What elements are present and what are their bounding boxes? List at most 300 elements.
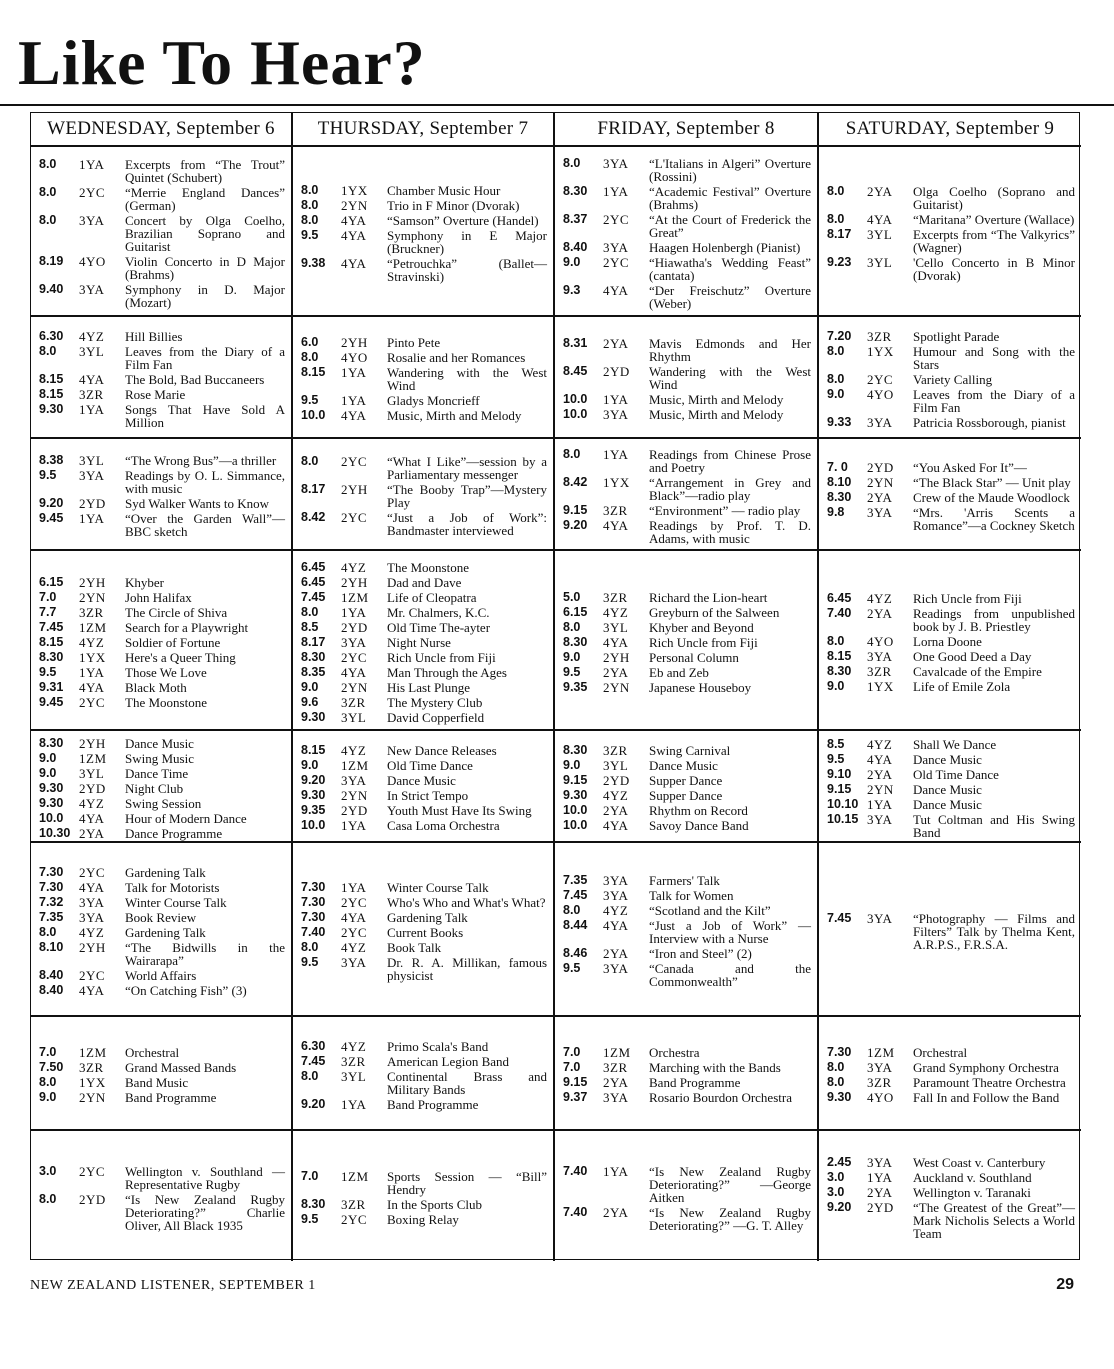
program-entry (563, 962, 811, 988)
station-code: 2YA (603, 1075, 629, 1090)
station-code: 2YC (341, 510, 368, 525)
program-title: “What I Like”—session by a Parliamentary messenger (387, 454, 547, 482)
station-code: 1ZM (79, 619, 107, 635)
broadcast-time: 6.45 (827, 590, 852, 605)
program-title: One Good Deed a Day (913, 648, 1032, 664)
program-title: “Is New Zealand Rugby Deteriorating?” —George Aitken (649, 1163, 811, 1205)
program-entry (39, 812, 285, 825)
program-entry (827, 1186, 1075, 1199)
program-entry (827, 1061, 1075, 1074)
station-code: 4YA (341, 664, 367, 680)
program-entry (563, 1076, 811, 1089)
schedule-cell (31, 551, 293, 731)
program-title: “Arrangement in Grey and Black”—radio play (649, 474, 811, 503)
schedule-cell (293, 1017, 555, 1131)
schedule-cell (555, 551, 819, 731)
program-entry (301, 681, 547, 694)
program-entry (39, 1193, 285, 1232)
broadcast-time: 9.0 (827, 386, 845, 401)
program-entry (301, 394, 547, 407)
broadcast-time: 9.0 (301, 758, 319, 772)
program-entry (827, 753, 1075, 766)
schedule-cell (555, 1017, 819, 1131)
station-code: 2YN (867, 781, 894, 797)
program-entry (301, 1170, 547, 1196)
station-code: 3YL (603, 619, 629, 635)
program-entry (563, 636, 811, 649)
program-entry (39, 767, 285, 780)
broadcast-time: 9.20 (39, 496, 64, 510)
program-entry (827, 388, 1075, 414)
program-entry (301, 941, 547, 954)
program-entry (301, 1098, 547, 1111)
broadcast-time: 9.38 (301, 255, 326, 270)
program-title: “Merrie England Dances” (German) (125, 184, 285, 213)
program-title: Readings by Prof. T. D. Adams, with music (649, 517, 811, 546)
program-title: Dr. R. A. Millikan, famous physicist (387, 954, 547, 983)
program-entry (827, 185, 1075, 211)
station-code: 3YA (867, 504, 893, 520)
program-entry (827, 416, 1075, 429)
top-rule (0, 104, 1114, 106)
station-code: 3ZR (79, 604, 104, 620)
program-title: His Last Plunge (387, 679, 471, 695)
station-code: 4YZ (79, 795, 105, 811)
program-entry (39, 1046, 285, 1059)
broadcast-time: 9.5 (301, 1212, 319, 1226)
schedule-cell (31, 843, 293, 1017)
program-title: Rich Uncle from Fiji (649, 634, 758, 650)
broadcast-time: 7.40 (563, 1163, 588, 1178)
station-code: 3ZR (79, 386, 104, 402)
broadcast-time: 9.5 (39, 664, 57, 679)
broadcast-time: 8.0 (301, 212, 319, 227)
program-entry (39, 696, 285, 709)
station-code: 2YA (603, 664, 629, 680)
broadcast-time: 8.15 (827, 648, 852, 663)
station-code: 2YD (867, 1200, 894, 1215)
program-entry (827, 1076, 1075, 1089)
program-entry (563, 1206, 811, 1232)
broadcast-time: 5.0 (563, 589, 581, 604)
schedule-cell (31, 317, 293, 439)
broadcast-time: 10.0 (301, 408, 326, 422)
broadcast-time: 9.30 (563, 788, 588, 802)
program-entry (563, 591, 811, 604)
station-code: 3YA (79, 468, 105, 483)
program-entry (563, 804, 811, 817)
program-title: Old Time Dance (913, 766, 999, 782)
broadcast-time: 7.0 (39, 589, 57, 604)
program-entry (301, 711, 547, 724)
broadcast-time: 8.0 (39, 212, 57, 227)
station-code: 4YA (79, 679, 105, 695)
broadcast-time: 7.0 (301, 1169, 319, 1183)
broadcast-time: 8.30 (301, 1197, 326, 1211)
program-title: Music, Mirth and Melody (649, 407, 784, 422)
program-title: “You Asked For It”— (913, 459, 1027, 475)
broadcast-time: 8.44 (563, 918, 588, 932)
broadcast-time: 3.0 (827, 1185, 845, 1199)
station-code: 2YC (341, 894, 368, 910)
broadcast-time: 8.0 (827, 183, 845, 198)
broadcast-time: 10.0 (563, 803, 588, 817)
program-title: Variety Calling (913, 371, 993, 387)
program-entry (563, 337, 811, 363)
program-entry (39, 941, 285, 967)
station-code: 4YA (79, 810, 105, 826)
program-title: “Hiawatha's Wedding Feast” (cantata) (649, 254, 811, 283)
station-code: 1ZM (79, 1045, 107, 1060)
station-code: 4YO (79, 253, 106, 269)
broadcast-time: 7.30 (39, 864, 64, 879)
station-code: 4YA (603, 634, 629, 650)
station-code: 1YX (867, 343, 894, 359)
station-code: 4YO (867, 1090, 894, 1105)
broadcast-time: 8.17 (301, 482, 326, 496)
program-entry (563, 919, 811, 945)
station-code: 2YD (79, 1191, 106, 1207)
program-entry (301, 651, 547, 664)
broadcast-time: 9.30 (301, 709, 326, 724)
program-entry (39, 866, 285, 879)
broadcast-time: 9.20 (301, 1096, 326, 1111)
station-code: 2YH (79, 735, 106, 751)
schedule-cell (819, 843, 1081, 1017)
program-title: 'Cello Concerto in B Minor (Dvorak) (913, 254, 1075, 283)
program-entry (39, 1165, 285, 1191)
program-entry (301, 257, 547, 283)
broadcast-time: 8.0 (301, 939, 319, 954)
schedule-cell (819, 731, 1081, 843)
station-code: 4YA (341, 227, 367, 243)
broadcast-time: 9.5 (827, 751, 845, 766)
program-entry (301, 483, 547, 509)
program-title: Spotlight Parade (913, 328, 1000, 344)
program-title: Patricia Rossborough, pianist (913, 414, 1066, 430)
station-code: 2YN (79, 1090, 106, 1105)
program-entry (39, 1061, 285, 1074)
station-code: 2YH (603, 649, 630, 665)
station-code: 3YL (79, 343, 105, 359)
program-entry (301, 455, 547, 481)
station-code: 2YD (603, 773, 630, 788)
station-code: 3ZR (341, 1197, 366, 1212)
broadcast-time: 8.0 (39, 1075, 57, 1089)
broadcast-time: 8.0 (301, 454, 319, 468)
station-code: 3ZR (341, 1053, 366, 1069)
program-entry (301, 744, 547, 757)
program-title: Mavis Edmonds and Her Rhythm (649, 336, 811, 364)
program-entry (39, 681, 285, 694)
station-code: 2YA (79, 825, 105, 841)
program-entry (301, 184, 547, 197)
program-title: West Coast v. Canterbury (913, 1155, 1046, 1170)
broadcast-time: 9.0 (39, 765, 57, 780)
station-code: 3ZR (603, 589, 628, 605)
program-title: Eb and Zeb (649, 664, 709, 680)
program-title: Rhythm on Record (649, 803, 748, 818)
station-code: 4YO (867, 633, 894, 649)
station-code: 1YA (79, 156, 105, 172)
program-entry (563, 284, 811, 310)
station-code: 4YZ (79, 328, 105, 344)
broadcast-time: 7.50 (39, 1060, 64, 1074)
station-code: 2YA (867, 489, 893, 505)
broadcast-time: 9.8 (827, 504, 845, 519)
broadcast-time: 7.30 (301, 909, 326, 924)
program-title: “On Catching Fish” (3) (125, 982, 247, 998)
program-entry (563, 1046, 811, 1059)
program-entry (827, 635, 1075, 648)
station-code: 4YA (79, 879, 105, 895)
program-title: “The Booby Trap”—Mystery Play (387, 482, 547, 510)
program-title: Old Time The-ayter (387, 619, 491, 635)
program-entry (827, 607, 1075, 633)
program-entry (563, 519, 811, 545)
station-code: 1ZM (79, 750, 107, 766)
program-title: Tut Coltman and His Swing Band (913, 811, 1075, 840)
broadcast-time: 9.30 (39, 795, 64, 810)
program-title: “The Bidwills in the Wairarapa” (125, 939, 285, 968)
program-entry (301, 896, 547, 909)
station-code: 2YH (79, 939, 106, 955)
program-entry (301, 1055, 547, 1068)
station-code: 3YA (867, 648, 893, 664)
program-title: Dance Music (649, 758, 718, 773)
broadcast-time: 9.5 (563, 664, 581, 679)
schedule-cell (555, 317, 819, 439)
program-entry (827, 1091, 1075, 1104)
broadcast-time: 8.17 (301, 634, 326, 649)
station-code: 1YA (603, 446, 629, 462)
broadcast-time: 8.0 (301, 604, 319, 619)
broadcast-time: 6.30 (301, 1038, 326, 1053)
station-code: 4YA (867, 211, 893, 227)
program-entry (39, 283, 285, 309)
broadcast-time: 8.10 (827, 474, 852, 489)
program-entry (301, 229, 547, 255)
program-entry (827, 1046, 1075, 1059)
program-entry (301, 819, 547, 832)
program-title: Marching with the Bands (649, 1060, 781, 1075)
station-code: 2YC (79, 1163, 106, 1179)
program-entry (39, 827, 285, 840)
program-entry (827, 228, 1075, 254)
program-entry (301, 636, 547, 649)
station-code: 3YL (79, 765, 105, 781)
program-entry (563, 947, 811, 960)
broadcast-time: 9.5 (301, 227, 319, 242)
page-title: Like To Hear? (18, 27, 426, 98)
program-title: Leaves from the Diary of a Film Fan (913, 386, 1075, 415)
program-entry (563, 789, 811, 802)
program-entry (563, 651, 811, 664)
station-code: 4YA (867, 751, 893, 767)
program-title: “Canada and the Commonwealth” (649, 961, 811, 989)
broadcast-time: 8.17 (827, 226, 852, 241)
program-entry (301, 666, 547, 679)
broadcast-time: 8.45 (563, 364, 588, 378)
station-code: 4YZ (603, 903, 629, 918)
program-entry (39, 512, 285, 538)
station-code: 2YC (603, 211, 630, 227)
broadcast-time: 8.38 (39, 453, 64, 467)
broadcast-time: 10.0 (39, 810, 64, 825)
program-title: Humour and Song with the Stars (913, 343, 1075, 372)
program-title: Swing Carnival (649, 743, 731, 758)
program-title: “Just a Job of Work” — Interview with a Nurse (649, 918, 811, 946)
program-title: Violin Concerto in D Major (Brahms) (125, 253, 285, 282)
program-title: Winter Course Talk (387, 879, 489, 895)
program-title: Dance Music (913, 751, 982, 767)
broadcast-time: 9.15 (827, 781, 852, 796)
program-title: Who's Who and What's What? (387, 894, 546, 910)
program-entry (301, 774, 547, 787)
broadcast-time: 8.0 (301, 350, 319, 364)
program-title: Life of Emile Zola (913, 678, 1011, 694)
schedule-cell (555, 439, 819, 551)
program-title: Sports Session — “Bill” Hendry (387, 1169, 547, 1197)
broadcast-time: 9.20 (563, 517, 588, 532)
program-title: Shall We Dance (913, 736, 997, 752)
program-title: Dad and Dave (387, 574, 462, 590)
broadcast-time: 9.35 (563, 679, 588, 694)
program-title: “Just a Job of Work”: Bandmaster interviewed (387, 510, 547, 538)
station-code: 2YC (79, 184, 106, 200)
program-entry (827, 813, 1075, 839)
broadcast-time: 8.42 (301, 510, 326, 524)
station-code: 2YC (79, 864, 106, 880)
program-entry (827, 1201, 1075, 1240)
program-title: Wandering with the West Wind (387, 365, 547, 393)
program-title: Youth Must Have Its Swing (387, 803, 532, 818)
program-entry (827, 491, 1075, 504)
program-title: “Over the Garden Wall”—BBC sketch (125, 511, 285, 539)
schedule-cell (293, 731, 555, 843)
schedule-cell (293, 551, 555, 731)
broadcast-time: 9.5 (301, 954, 319, 969)
station-code: 3ZR (341, 694, 366, 710)
station-code: 2YN (79, 589, 106, 605)
schedule-cell (819, 551, 1081, 731)
station-code: 3YA (603, 239, 629, 255)
broadcast-time: 8.0 (827, 1075, 845, 1089)
program-entry (301, 1198, 547, 1211)
program-title: Continental Brass and Military Bands (387, 1068, 547, 1097)
program-entry (301, 591, 547, 604)
program-title: Pinto Pete (387, 335, 441, 350)
program-title: Hill Billies (125, 328, 183, 344)
broadcast-time: 6.15 (39, 574, 64, 589)
broadcast-time: 9.0 (39, 1090, 57, 1104)
station-code: 1YX (603, 474, 630, 490)
broadcast-time: 8.15 (39, 634, 64, 649)
broadcast-time: 9.30 (39, 401, 64, 416)
broadcast-time: 8.0 (39, 156, 57, 171)
program-title: Excerpts from “The Trout” Quintet (Schubert) (125, 156, 285, 185)
broadcast-time: 8.30 (827, 663, 852, 678)
program-title: Paramount Theatre Orchestra (913, 1075, 1066, 1090)
station-code: 2YN (867, 474, 894, 490)
program-title: Orchestral (913, 1045, 968, 1060)
program-title: “Mrs. 'Arris Scents a Romance”—a Cockney Sketch (913, 504, 1075, 533)
program-title: World Affairs (125, 967, 197, 983)
publication-footer: NEW ZEALAND LISTENER, SEPTEMBER 1 (30, 1278, 316, 1293)
broadcast-time: 8.31 (563, 336, 588, 350)
station-code: 3ZR (867, 663, 892, 679)
station-code: 1YA (79, 511, 105, 526)
broadcast-time: 8.0 (39, 924, 57, 939)
schedule-cell (293, 1131, 555, 1261)
broadcast-time: 9.23 (827, 254, 852, 269)
broadcast-time: 7.7 (39, 604, 57, 619)
program-title: Book Review (125, 909, 197, 925)
program-title: Music, Mirth and Melody (649, 392, 784, 407)
station-code: 1YA (341, 879, 367, 895)
day-header: THURSDAY, September 7 (293, 113, 555, 147)
program-entry (39, 737, 285, 750)
program-entry (301, 926, 547, 939)
program-entry (301, 621, 547, 634)
program-entry (39, 797, 285, 810)
station-code: 3YA (341, 634, 367, 650)
program-entry (827, 345, 1075, 371)
broadcast-time: 9.40 (39, 281, 64, 296)
program-entry (39, 636, 285, 649)
broadcast-time: 9.15 (563, 773, 588, 787)
schedule-cell (293, 843, 555, 1017)
schedule-cell (819, 1131, 1081, 1261)
station-code: 3YA (79, 281, 105, 297)
program-title: Personal Column (649, 649, 739, 665)
program-title: “Photography — Films and Filters” Talk by Thelma Kent, A.R.P.S., F.R.S.A. (913, 910, 1075, 952)
station-code: 3YL (603, 758, 629, 773)
program-title: Grand Symphony Orchestra (913, 1060, 1059, 1075)
broadcast-time: 7.40 (301, 924, 326, 939)
station-code: 1YX (79, 649, 106, 665)
program-title: Savoy Dance Band (649, 818, 749, 833)
station-code: 2YN (341, 197, 368, 213)
broadcast-time: 9.0 (563, 758, 581, 772)
program-entry (563, 185, 811, 211)
program-title: Gladys Moncrieff (387, 393, 480, 408)
station-code: 4YA (341, 212, 367, 228)
station-code: 1ZM (867, 1045, 895, 1060)
program-entry (301, 1040, 547, 1053)
program-title: Dance Music (913, 796, 982, 812)
program-title: Lorna Doone (913, 633, 982, 649)
program-title: Readings from Chinese Prose and Poetry (649, 446, 811, 475)
program-title: In the Sports Club (387, 1197, 482, 1212)
broadcast-time: 7.30 (39, 879, 64, 894)
program-title: Wellington v. Taranaki (913, 1185, 1031, 1200)
station-code: 3ZR (79, 1060, 104, 1075)
broadcast-time: 8.15 (301, 365, 326, 379)
program-title: Trio in F Minor (Dvorak) (387, 197, 520, 213)
program-title: Boxing Relay (387, 1212, 459, 1227)
schedule-cell (819, 317, 1081, 439)
schedule-cell (819, 1017, 1081, 1131)
program-entry (563, 213, 811, 239)
program-title: Khyber (125, 574, 164, 590)
broadcast-time: 9.31 (39, 679, 64, 694)
station-code: 3ZR (867, 1075, 892, 1090)
program-entry (563, 476, 811, 502)
program-title: Wandering with the West Wind (649, 364, 811, 392)
program-entry (563, 241, 811, 254)
program-entry (563, 1165, 811, 1204)
